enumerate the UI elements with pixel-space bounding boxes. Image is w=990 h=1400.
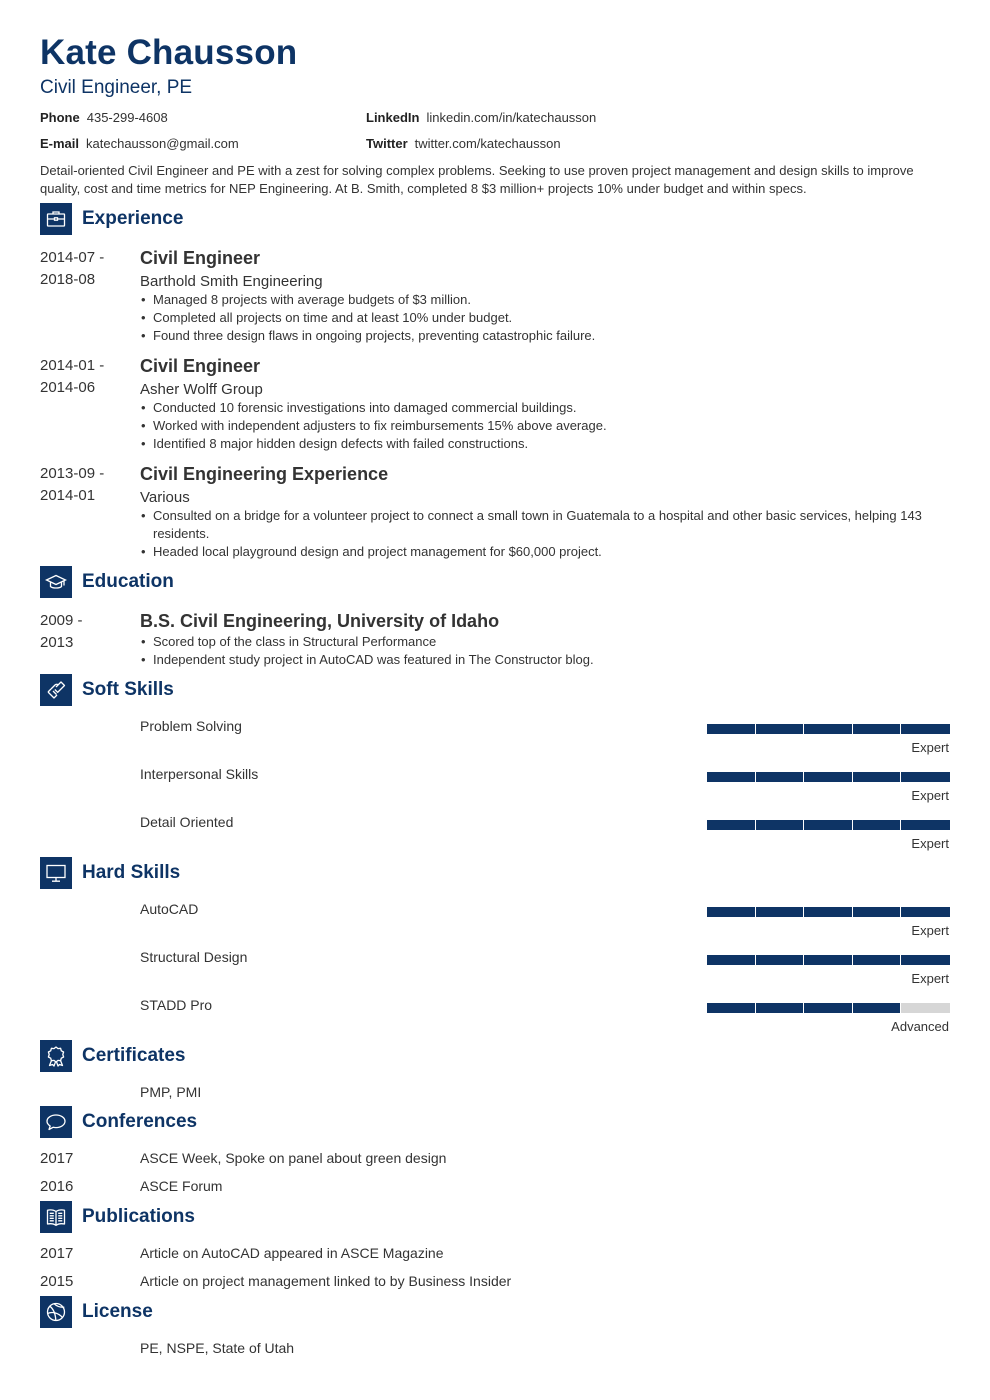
license-text: PE, NSPE, State of Utah — [140, 1340, 295, 1356]
experience-3-date-start: 2013-09 - — [40, 465, 105, 482]
contact-linkedin — [366, 110, 596, 125]
experience-1-date-end: 2018-08 — [40, 271, 96, 288]
experience-2-date — [40, 355, 104, 399]
education-1-degree: B.S. Civil Engineering, University of Idaho — [140, 611, 500, 631]
education-1-date — [40, 610, 83, 654]
section-education-title: Education — [82, 571, 174, 592]
rating-segment — [901, 955, 950, 965]
experience-3-date-end: 2014-01 — [40, 487, 96, 504]
briefcase-icon — [40, 203, 72, 235]
section-license-title: License — [82, 1301, 153, 1322]
hard-skill-1-name: AutoCAD — [140, 901, 199, 917]
contact-phone-value: 435-299-4608 — [86, 110, 168, 125]
soft-skill-2-level: Expert — [911, 788, 949, 803]
experience-2-company: Asher Wolff Group — [140, 381, 263, 398]
handshake-icon — [40, 674, 72, 706]
rating-segment — [804, 955, 853, 965]
rating-segment — [707, 955, 756, 965]
rating-segment — [804, 907, 853, 917]
experience-3-bullets — [140, 507, 945, 561]
experience-2-role: Civil Engineer — [140, 356, 261, 376]
rating-segment — [853, 955, 902, 965]
experience-1-company: Barthold Smith Engineering — [140, 273, 323, 290]
experience-1-bullets — [140, 291, 945, 345]
contact-twitter-value: twitter.com/katechausson — [414, 136, 561, 151]
experience-3-date — [40, 463, 104, 507]
soft-skill-2-name: Interpersonal Skills — [140, 766, 259, 782]
conference-1-year: 2017 — [40, 1150, 74, 1167]
conference-1-text: ASCE Week, Spoke on panel about green design — [140, 1150, 447, 1166]
rating-segment — [756, 1003, 805, 1013]
publication-2-text: Article on project management linked to by Business Insider — [140, 1273, 512, 1289]
section-hard-skills-title: Hard Skills — [82, 862, 181, 883]
list-item: • Worked with independent adjusters to fix reimbursements 15% above average. — [140, 417, 945, 435]
contact-phone-label: Phone — [40, 110, 80, 125]
contact-email-label: E-mail — [40, 136, 80, 151]
list-item: • Completed all projects on time and at least 10% under budget. — [140, 309, 945, 327]
soft-skill-1-bar — [707, 724, 950, 734]
education-1-bullets — [140, 633, 945, 669]
education-1-date-end: 2013 — [40, 634, 74, 651]
list-item: • Independent study project in AutoCAD was featured in The Constructor blog. — [140, 651, 945, 669]
rating-segment — [853, 820, 902, 830]
publication-2-year: 2015 — [40, 1273, 74, 1290]
soft-skill-2-bar — [707, 772, 950, 782]
rating-segment — [901, 772, 950, 782]
rating-segment — [853, 772, 902, 782]
award-ribbon-icon — [40, 1040, 72, 1072]
experience-1-date-start: 2014-07 - — [40, 249, 105, 266]
basketball-icon — [40, 1296, 72, 1328]
book-icon — [40, 1201, 72, 1233]
experience-3-role: Civil Engineering Experience — [140, 464, 389, 484]
contact-linkedin-value: linkedin.com/in/katechausson — [426, 110, 597, 125]
soft-skill-1-level: Expert — [911, 740, 949, 755]
experience-3-company: Various — [140, 489, 190, 506]
rating-segment — [901, 724, 950, 734]
graduation-cap-icon — [40, 566, 72, 598]
rating-segment — [707, 1003, 756, 1013]
hard-skill-2-bar — [707, 955, 950, 965]
rating-segment — [707, 772, 756, 782]
rating-segment — [756, 955, 805, 965]
rating-segment — [853, 907, 902, 917]
rating-segment — [756, 724, 805, 734]
rating-segment — [707, 907, 756, 917]
hard-skill-1-level: Expert — [911, 923, 949, 938]
contact-phone — [40, 110, 168, 125]
experience-2-bullets — [140, 399, 945, 453]
rating-segment — [853, 724, 902, 734]
experience-1-role: Civil Engineer — [140, 248, 261, 268]
hard-skill-3-name: STADD Pro — [140, 997, 213, 1013]
list-item: • Managed 8 projects with average budgets of $3 million. — [140, 291, 945, 309]
rating-segment — [853, 1003, 902, 1013]
rating-segment — [901, 1003, 950, 1013]
contact-email — [40, 136, 239, 151]
rating-segment — [901, 820, 950, 830]
soft-skill-1-name: Problem Solving — [140, 718, 242, 734]
contact-linkedin-label: LinkedIn — [366, 110, 420, 125]
rating-segment — [756, 907, 805, 917]
conference-2-text: ASCE Forum — [140, 1178, 223, 1194]
section-publications-title: Publications — [82, 1206, 195, 1227]
rating-segment — [901, 907, 950, 917]
experience-2-date-end: 2014-06 — [40, 379, 96, 396]
contact-twitter-label: Twitter — [366, 136, 408, 151]
rating-segment — [804, 724, 853, 734]
soft-skill-3-name: Detail Oriented — [140, 814, 234, 830]
list-item: • Conducted 10 forensic investigations into damaged commercial buildings. — [140, 399, 945, 417]
education-1-date-start: 2009 - — [40, 612, 83, 629]
certificates-text: PMP, PMI — [140, 1084, 202, 1100]
section-conferences-title: Conferences — [82, 1111, 198, 1132]
soft-skill-3-level: Expert — [911, 836, 949, 851]
list-item: • Headed local playground design and project management for $60,000 project. — [140, 543, 945, 561]
experience-2-date-start: 2014-01 - — [40, 357, 105, 374]
conference-2-year: 2016 — [40, 1178, 74, 1195]
rating-segment — [804, 820, 853, 830]
hard-skill-3-level: Advanced — [891, 1019, 949, 1034]
speech-bubble-icon — [40, 1106, 72, 1138]
rating-segment — [756, 772, 805, 782]
hard-skill-2-level: Expert — [911, 971, 949, 986]
soft-skill-3-bar — [707, 820, 950, 830]
rating-segment — [756, 820, 805, 830]
monitor-icon — [40, 857, 72, 889]
hard-skill-1-bar — [707, 907, 950, 917]
list-item: • Consulted on a bridge for a volunteer project to connect a small town in Guatemala to a hospital and other basic services, helping 143 residents. — [140, 507, 945, 543]
rating-segment — [707, 724, 756, 734]
publication-1-year: 2017 — [40, 1245, 74, 1262]
publication-1-text: Article on AutoCAD appeared in ASCE Magazine — [140, 1245, 444, 1261]
list-item: • Identified 8 major hidden design defects with failed constructions. — [140, 435, 945, 453]
list-item: • Scored top of the class in Structural Performance — [140, 633, 945, 651]
rating-segment — [804, 1003, 853, 1013]
section-certificates-title: Certificates — [82, 1045, 186, 1066]
section-soft-skills-title: Soft Skills — [82, 679, 174, 700]
rating-segment — [707, 820, 756, 830]
contact-twitter — [366, 136, 561, 151]
hard-skill-3-bar — [707, 1003, 950, 1013]
experience-1-date — [40, 247, 104, 291]
rating-segment — [804, 772, 853, 782]
profile-summary: Detail-oriented Civil Engineer and PE with a zest for solving complex problems. Seeking to use proven project management and design skills to improve quality, cost and time metrics for NEP Engineering. At B. Smith, completed 8 $3 million+ projects 10% under budget and within specs. — [40, 163, 914, 196]
hard-skill-2-name: Structural Design — [140, 949, 248, 965]
candidate-name: Kate Chausson — [40, 33, 298, 72]
section-experience-title: Experience — [82, 208, 184, 229]
list-item: • Found three design flaws in ongoing projects, preventing catastrophic failure. — [140, 327, 945, 345]
candidate-title: Civil Engineer, PE — [40, 77, 193, 98]
contact-email-value: katechausson@gmail.com — [86, 136, 239, 151]
